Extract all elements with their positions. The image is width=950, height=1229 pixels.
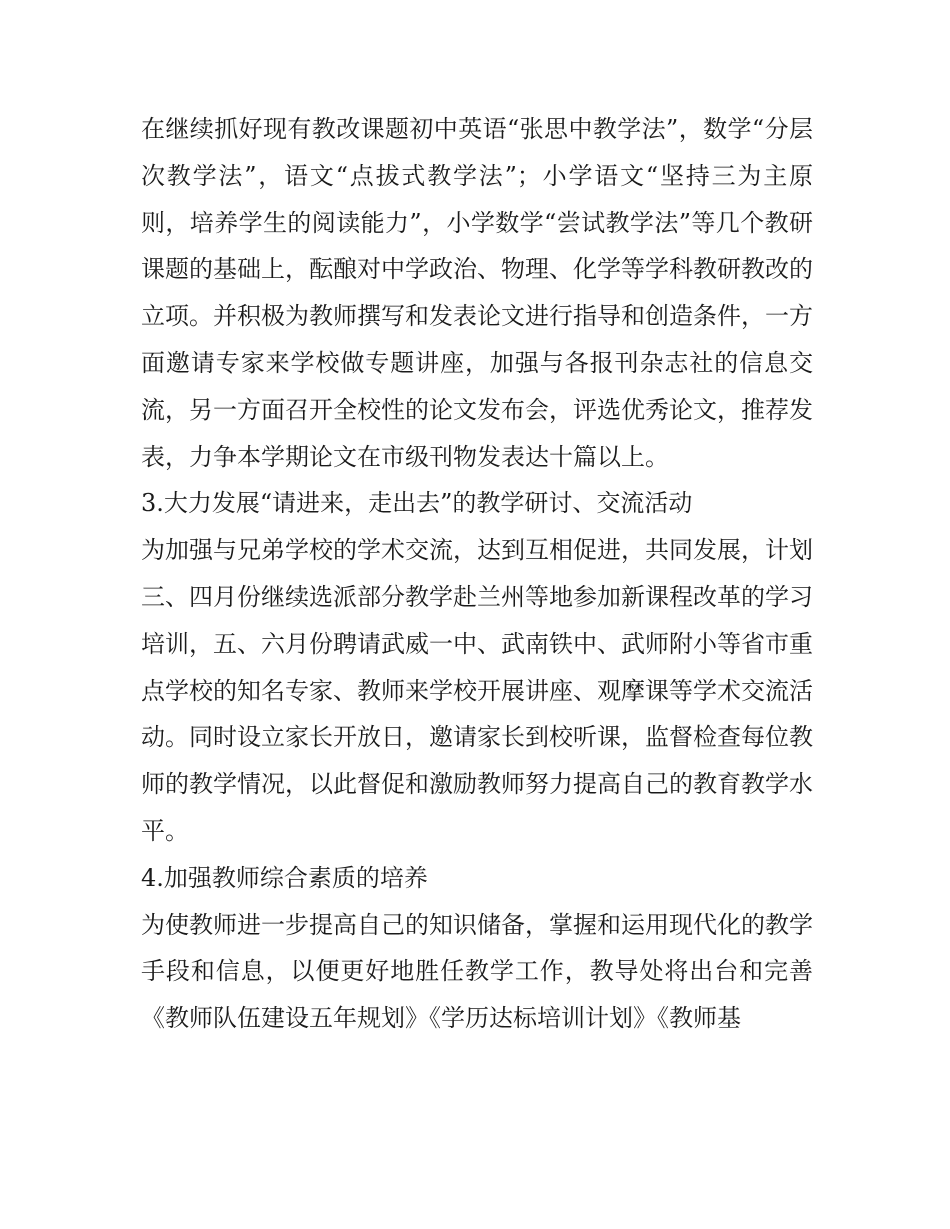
section-heading-4: 4.加强教师综合素质的培养 xyxy=(141,863,428,892)
document-body xyxy=(141,106,813,1042)
paragraph-teacher-quality: 为使教师进一步提高自己的知识储备，掌握和运用现代化的教学手段和信息，以便更好地胜任教学工作，教导处将出台和完善《教师队伍建设五年规划》《学历达标培训计划》《教师基 xyxy=(141,910,813,1033)
paragraph-research-topics: 在继续抓好现有教改课题初中英语“张思中教学法”，数学“分层次教学法”，语文“点拔式教学法”；小学语文“坚持三为主原则，培养学生的阅读能力”，小学数学“尝试教学法”等几个教研课题的基础上，酝酿对中学政治、物理、化学等学科教研教改的立项。并积极为教师撰写和发表论文进行指导和创造条件，一方面邀请专家来学校做专题讲座，加强与各报刊杂志社的信息交流，另一方面召开全校性的论文发布会，评选优秀论文，推荐发表，力争本学期论文在市级刊物发表达十篇以上。 xyxy=(141,115,813,471)
section-heading-3: 3.大力发展“请进来，走出去”的教学研讨、交流活动 xyxy=(141,489,693,518)
paragraph-academic-exchange: 为加强与兄弟学校的学术交流，达到互相促进，共同发展，计划三、四月份继续选派部分教学赴兰州等地参加新课程改革的学习培训，五、六月份聘请武威一中、武南铁中、武师附小等省市重点学校的知名专家、教师来学校开展讲座、观摩课等学术交流活动。同时设立家长开放日，邀请家长到校听课，监督检查每位教师的教学情况，以此督促和激励教师努力提高自己的教育教学水平。 xyxy=(141,536,813,845)
